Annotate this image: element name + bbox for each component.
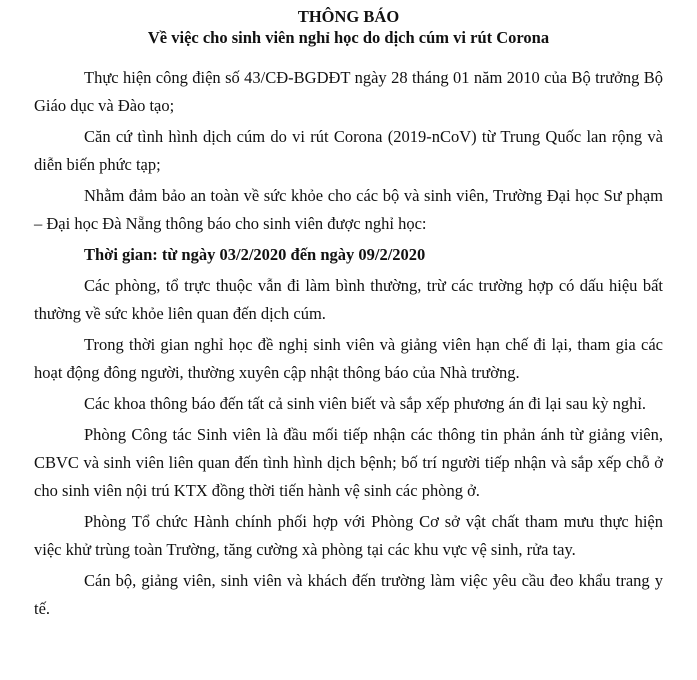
paragraph-time-period: Thời gian: từ ngày 03/2/2020 đến ngày 09/2/2020 [84, 245, 426, 264]
paragraph-faculties: Các khoa thông báo đến tất cả sinh viên biết và sắp xếp phương án đi lại sau kỳ nghỉ. [84, 394, 647, 413]
paragraph-face-masks[interactable]: Cán bộ, giảng viên, sinh viên và khách đến trường làm việc yêu cầu đeo khẩu trang y tế. [34, 571, 663, 618]
document-title: THÔNG BÁO [297, 7, 400, 26]
paragraph-limit-travel: Trong thời gian nghỉ học đề nghị sinh viên và giảng viên hạn chế đi lại, tham gia các hoạt động đông người, thường xuyên cập nhật thông báo của Nhà trường. [34, 335, 663, 382]
document-subtitle: Về việc cho sinh viên nghỉ học do dịch cúm vi rút Corona [147, 28, 550, 47]
paragraph-student-affairs: Phòng Công tác Sinh viên là đầu mối tiếp nhận các thông tin phản ánh từ giảng viên, CBVC và sinh viên liên quan đến tình hình dịch bệnh; bố trí người tiếp nhận và sắp xếp chỗ ở cho sinh viên nội trú KTX đồng thời tiến hành vệ sinh các phòng ở. [34, 425, 663, 500]
paragraph-administration: Phòng Tổ chức Hành chính phối hợp với Phòng Cơ sở vật chất tham mưu thực hiện việc khử trùng toàn Trường, tăng cường xà phòng tại các khu vực vệ sinh, rửa tay. [34, 512, 663, 559]
paragraph-directive: Thực hiện công điện số 43/CĐ-BGDĐT ngày 28 tháng 01 năm 2010 của Bộ trưởng Bộ Giáo dục và Đào tạo; [34, 68, 663, 115]
paragraph-announcement: Nhằm đảm bảo an toàn về sức khỏe cho các bộ và sinh viên, Trường Đại học Sư phạm – Đại học Đà Nẵng thông báo cho sinh viên được nghỉ học: [34, 186, 663, 233]
paragraph-situation: Căn cứ tình hình dịch cúm do vi rút Corona (2019-nCoV) từ Trung Quốc lan rộng và diễn biến phức tạp; [34, 127, 663, 174]
paragraph-departments: Các phòng, tổ trực thuộc vẫn đi làm bình thường, trừ các trường hợp có dấu hiệu bất thường về sức khỏe liên quan đến dịch cúm. [34, 276, 663, 323]
